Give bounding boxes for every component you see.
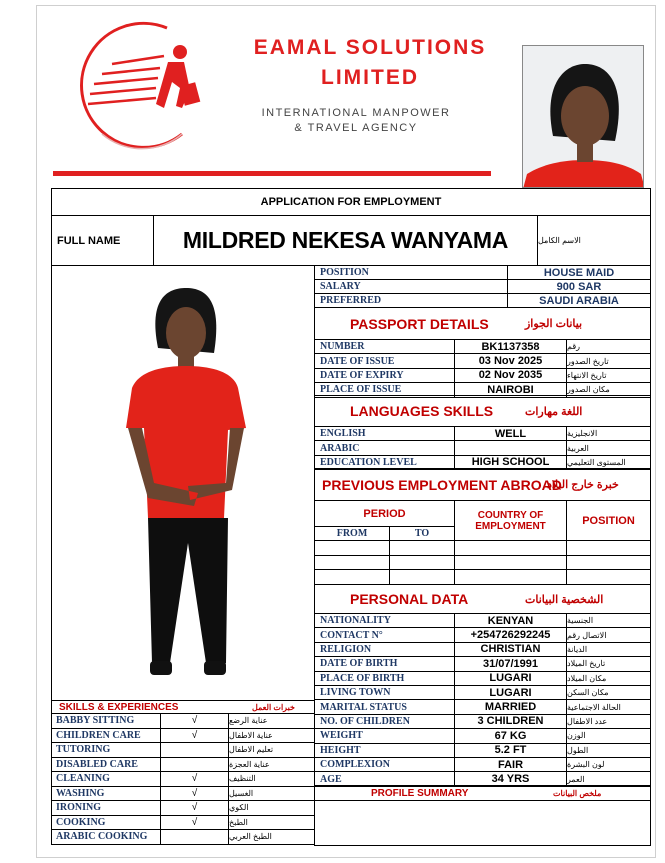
personal-row-label: NATIONALITY bbox=[314, 613, 455, 628]
personal-row-label-ar: الوزن bbox=[566, 728, 651, 743]
section-title-ar-employment: خبرة خارج البلاد bbox=[547, 479, 619, 491]
skill-label: BABBY SITTING bbox=[51, 713, 161, 729]
full-name-label-ar: الاسم الكامل bbox=[537, 215, 651, 266]
personal-row-value: 34 YRS bbox=[454, 771, 567, 786]
passport-row-label: DATE OF EXPIRY bbox=[314, 368, 455, 383]
passport-row-value: BK1137358 bbox=[454, 339, 567, 354]
personal-row-label: RELIGION bbox=[314, 642, 455, 657]
header-red-rule bbox=[53, 171, 491, 176]
skill-label-ar: الطبخ العربي bbox=[228, 829, 315, 845]
full-body-photo-cell bbox=[51, 265, 315, 701]
company-name-line1: EAMAL SOLUTIONS bbox=[253, 36, 487, 59]
language-row-label: ARABIC bbox=[314, 440, 455, 455]
personal-row-label-ar: مكان الميلاد bbox=[566, 671, 651, 686]
skill-label: CLEANING bbox=[51, 771, 161, 787]
to-header: TO bbox=[389, 526, 455, 541]
section-header-personal bbox=[314, 584, 651, 614]
personal-row-value: +254726292245 bbox=[454, 627, 567, 642]
personal-row-label-ar: الاتصال رقم bbox=[566, 627, 651, 642]
section-title-ar-passport: بيانات الجواز bbox=[525, 318, 583, 330]
employment-empty-cell bbox=[314, 555, 390, 571]
skill-check bbox=[160, 757, 229, 773]
personal-row-value: FAIR bbox=[454, 757, 567, 772]
personal-row-label: MARITAL STATUS bbox=[314, 699, 455, 714]
passport-row-value: 03 Nov 2025 bbox=[454, 353, 567, 368]
skill-label-ar: التنظيف bbox=[228, 771, 315, 787]
profile-summary-title: PROFILE SUMMARY bbox=[371, 787, 469, 799]
skill-check: √ bbox=[160, 713, 229, 729]
tagline-line2: & TRAVEL AGENCY bbox=[294, 122, 418, 134]
skill-label-ar: عناية الرضع bbox=[228, 713, 315, 729]
employment-empty-cell bbox=[389, 540, 455, 556]
personal-row-value: MARRIED bbox=[454, 699, 567, 714]
company-logo bbox=[72, 16, 202, 151]
job-label-2: PREFERRED bbox=[314, 293, 508, 308]
skill-label-ar: الكوي bbox=[228, 800, 315, 816]
passport-row-value: NAIROBI bbox=[454, 382, 567, 397]
profile-summary-title-ar: ملخص البيانات bbox=[553, 788, 602, 798]
personal-row-label: COMPLEXION bbox=[314, 757, 455, 772]
language-row-value: WELL bbox=[454, 426, 567, 441]
passport-row-label: NUMBER bbox=[314, 339, 455, 354]
passport-photo bbox=[522, 45, 644, 188]
section-title-ar-personal: الشخصية البيانات bbox=[525, 593, 604, 606]
job-value-1: 900 SAR bbox=[507, 279, 651, 294]
personal-row-label-ar: العمر bbox=[566, 771, 651, 786]
language-row-label-ar: العربية bbox=[566, 440, 651, 455]
form-title: APPLICATION FOR EMPLOYMENT bbox=[51, 188, 651, 216]
personal-row-label: DATE OF BIRTH bbox=[314, 656, 455, 671]
passport-row-label: PLACE OF ISSUE bbox=[314, 382, 455, 397]
position-header: POSITION bbox=[566, 500, 651, 541]
section-title-employment: PREVIOUS EMPLOYMENT ABROAD bbox=[322, 476, 562, 493]
skill-label: CHILDREN CARE bbox=[51, 728, 161, 744]
personal-row-label: HEIGHT bbox=[314, 743, 455, 758]
personal-row-value: 67 KG bbox=[454, 728, 567, 743]
employment-empty-cell bbox=[314, 569, 390, 585]
language-row-label: EDUCATION LEVEL bbox=[314, 455, 455, 470]
skill-label: WASHING bbox=[51, 786, 161, 802]
profile-summary-header bbox=[314, 785, 651, 801]
job-label-0: POSITION bbox=[314, 265, 508, 280]
personal-row-label-ar: عدد الاطفال bbox=[566, 714, 651, 729]
language-row-label: ENGLISH bbox=[314, 426, 455, 441]
skill-check: √ bbox=[160, 728, 229, 744]
job-label-1: SALARY bbox=[314, 279, 508, 294]
personal-row-label: NO. OF CHILDREN bbox=[314, 714, 455, 729]
profile-summary-body bbox=[314, 800, 651, 846]
section-header-employment bbox=[314, 468, 651, 501]
personal-row-label-ar: مكان السكن bbox=[566, 685, 651, 700]
personal-row-value: 5.2 FT bbox=[454, 743, 567, 758]
employment-empty-cell bbox=[566, 555, 651, 571]
skill-label: DISABLED CARE bbox=[51, 757, 161, 773]
employment-empty-cell bbox=[389, 555, 455, 571]
tagline-line1: INTERNATIONAL MANPOWER bbox=[261, 107, 451, 119]
personal-row-label-ar: الحالة الاجتماعية bbox=[566, 699, 651, 714]
employment-empty-cell bbox=[454, 569, 567, 585]
section-title-ar-languages: اللغة مهارات bbox=[525, 405, 583, 418]
employment-empty-cell bbox=[566, 540, 651, 556]
section-title-languages: LANGUAGES SKILLS bbox=[350, 403, 494, 419]
full-name-value: MILDRED NEKESA WANYAMA bbox=[153, 215, 538, 266]
skill-label-ar: تعليم الاطفال bbox=[228, 742, 315, 758]
skill-label-ar: عناية العجزة bbox=[228, 757, 315, 773]
passport-row-label-ar: مكان الصدور bbox=[566, 382, 651, 397]
personal-row-label: LIVING TOWN bbox=[314, 685, 455, 700]
skills-title-ar: خبرات العمل bbox=[252, 702, 295, 712]
skill-check bbox=[160, 742, 229, 758]
employment-empty-cell bbox=[314, 540, 390, 556]
section-header-passport bbox=[314, 307, 651, 340]
personal-row-label-ar: الجنسية bbox=[566, 613, 651, 628]
country-header: COUNTRY OF EMPLOYMENT bbox=[454, 500, 567, 541]
skill-label: IRONING bbox=[51, 800, 161, 816]
language-row-value bbox=[454, 440, 567, 455]
personal-row-value: KENYAN bbox=[454, 613, 567, 628]
language-row-label-ar: الانجليزية bbox=[566, 426, 651, 441]
full-name-label: FULL NAME bbox=[51, 215, 154, 266]
section-title-personal: PERSONAL DATA bbox=[350, 591, 469, 607]
passport-row-label-ar: تاريخ الانتهاء bbox=[566, 368, 651, 383]
passport-row-label-ar: تاريخ الصدور bbox=[566, 353, 651, 368]
personal-row-label-ar: الديانة bbox=[566, 642, 651, 657]
employment-empty-cell bbox=[454, 555, 567, 571]
personal-row-label-ar: لون البشرة bbox=[566, 757, 651, 772]
personal-row-value: LUGARI bbox=[454, 685, 567, 700]
period-header: PERIOD bbox=[314, 500, 455, 527]
section-header-languages bbox=[314, 395, 651, 427]
skill-check: √ bbox=[160, 800, 229, 816]
personal-row-label-ar: الطول bbox=[566, 743, 651, 758]
employment-empty-cell bbox=[454, 540, 567, 556]
personal-row-label: WEIGHT bbox=[314, 728, 455, 743]
skill-label: TUTORING bbox=[51, 742, 161, 758]
skill-check: √ bbox=[160, 786, 229, 802]
personal-row-value: 31/07/1991 bbox=[454, 656, 567, 671]
job-value-2: SAUDI ARABIA bbox=[507, 293, 651, 308]
passport-row-value: 02 Nov 2035 bbox=[454, 368, 567, 383]
personal-row-value: CHRISTIAN bbox=[454, 642, 567, 657]
passport-row-label: DATE OF ISSUE bbox=[314, 353, 455, 368]
skill-check: √ bbox=[160, 815, 229, 831]
personal-row-label: CONTACT N° bbox=[314, 627, 455, 642]
employment-empty-cell bbox=[389, 569, 455, 585]
skill-label-ar: الغسيل bbox=[228, 786, 315, 802]
skills-header bbox=[51, 700, 315, 714]
company-name-line2: LIMITED bbox=[321, 66, 419, 89]
skill-label: COOKING bbox=[51, 815, 161, 831]
employment-empty-cell bbox=[566, 569, 651, 585]
full-body-photo bbox=[118, 278, 248, 688]
skill-label: ARABIC COOKING bbox=[51, 829, 161, 845]
language-row-value: HIGH SCHOOL bbox=[454, 455, 567, 470]
personal-row-value: LUGARI bbox=[454, 671, 567, 686]
from-header: FROM bbox=[314, 526, 390, 541]
skill-label-ar: عناية الاطفال bbox=[228, 728, 315, 744]
passport-row-label-ar: رقم bbox=[566, 339, 651, 354]
skills-title: SKILLS & EXPERIENCES bbox=[59, 701, 179, 713]
personal-row-label-ar: تاريخ الميلاد bbox=[566, 656, 651, 671]
personal-row-label: PLACE OF BIRTH bbox=[314, 671, 455, 686]
skill-check bbox=[160, 829, 229, 845]
personal-row-label: AGE bbox=[314, 771, 455, 786]
skill-label-ar: الطبخ bbox=[228, 815, 315, 831]
skill-check: √ bbox=[160, 771, 229, 787]
section-title-passport: PASSPORT DETAILS bbox=[350, 315, 489, 332]
job-value-0: HOUSE MAID bbox=[507, 265, 651, 280]
personal-row-value: 3 CHILDREN bbox=[454, 714, 567, 729]
language-row-label-ar: المستوى التعليمي bbox=[566, 455, 651, 470]
